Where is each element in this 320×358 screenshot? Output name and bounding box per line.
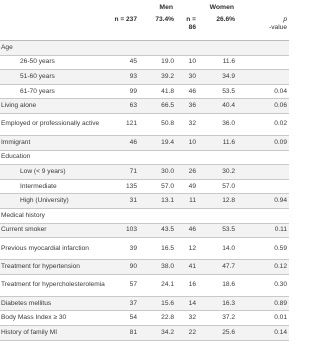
cell-p1: 19.0 xyxy=(161,58,175,66)
cell-n1: 46 xyxy=(129,138,137,146)
cell-p: 0.12 xyxy=(274,262,288,270)
cell-p xyxy=(237,165,289,180)
row-label: Treatment for hypercholesterolemia xyxy=(1,281,105,289)
cell-p: 0.02 xyxy=(274,120,288,128)
cell-p1: 41.8 xyxy=(161,87,175,95)
cell-p2: 40.4 xyxy=(222,102,236,110)
cell-p2: 36.0 xyxy=(222,120,236,128)
cell-n1: 90 xyxy=(129,262,137,270)
cell-n2: 49 xyxy=(188,182,197,190)
row-label: Immigrant xyxy=(1,138,31,146)
cell-n1: 39 xyxy=(129,244,137,252)
cell-n1 xyxy=(112,150,139,165)
row-label: Education xyxy=(1,153,31,161)
cell-n2: 41 xyxy=(188,262,197,270)
cell-n2: 14 xyxy=(188,299,197,307)
cell-n2: 46 xyxy=(188,87,197,95)
cell-p1 xyxy=(139,41,176,56)
cell-p xyxy=(237,55,289,70)
cell-p2: 47.7 xyxy=(222,262,236,270)
table-row xyxy=(0,274,289,296)
table-row xyxy=(0,208,289,223)
cell-p: 0.59 xyxy=(274,244,288,252)
table-row xyxy=(0,99,289,114)
cell-n2: 10 xyxy=(188,58,197,66)
cell-n2: 32 xyxy=(188,120,197,128)
cell-p2: 11.6 xyxy=(222,138,236,146)
cell-n1: 45 xyxy=(129,58,137,66)
row-label: Current smoker xyxy=(1,226,47,234)
p-label: p xyxy=(283,16,288,23)
cell-p: 0.94 xyxy=(274,197,288,205)
cell-p2: 53.5 xyxy=(222,226,236,234)
cell-n2: 46 xyxy=(188,226,197,234)
cell-p xyxy=(237,208,289,223)
cell-p xyxy=(237,41,289,56)
cell-n2: 36 xyxy=(188,102,197,110)
men-n-header: n = 237 xyxy=(112,16,139,41)
cell-p1: 24.1 xyxy=(161,281,175,289)
cell-p2: 37.2 xyxy=(222,314,236,322)
group-header-row xyxy=(0,0,289,16)
women-pct-header: 26.6% xyxy=(198,16,237,41)
cell-n2: 30 xyxy=(188,72,197,80)
p-value-header xyxy=(237,16,289,41)
cell-p1: 50.8 xyxy=(161,120,175,128)
cell-p1: 15.6 xyxy=(161,299,175,307)
cell-p2: 18.6 xyxy=(222,281,236,289)
men-group-label: Men xyxy=(159,4,174,11)
table-row xyxy=(0,238,289,260)
row-label: 26-50 years xyxy=(20,58,55,66)
cell-n1: 37 xyxy=(129,299,137,307)
cell-n1: 99 xyxy=(129,87,137,95)
cell-n1: 31 xyxy=(129,197,137,205)
table-row xyxy=(0,135,289,150)
table-row xyxy=(0,84,289,99)
cell-n2 xyxy=(176,150,198,165)
row-label: 51-60 years xyxy=(20,72,55,80)
cell-p1: 34.2 xyxy=(161,328,175,336)
row-label: Body Mass Index ≥ 30 xyxy=(1,314,67,322)
cell-p2 xyxy=(198,41,237,56)
table-row xyxy=(0,325,289,340)
cell-p: 0.11 xyxy=(274,226,288,234)
women-group-label: Women xyxy=(209,4,235,11)
cell-n1: 81 xyxy=(129,328,137,336)
cell-p2: 11.6 xyxy=(222,58,236,66)
row-label: Low (< 9 years) xyxy=(20,167,66,175)
cell-n1: 57 xyxy=(129,281,137,289)
cell-p xyxy=(237,150,289,165)
cell-p1: 43.5 xyxy=(161,226,175,234)
table-row xyxy=(0,260,289,275)
cell-p1 xyxy=(139,150,176,165)
table-row xyxy=(0,311,289,326)
cell-p2: 30.2 xyxy=(222,167,236,175)
table-row xyxy=(0,41,289,56)
cell-n2: 12 xyxy=(188,244,197,252)
cell-p1: 66.5 xyxy=(161,102,175,110)
table-row xyxy=(0,296,289,311)
cell-n1 xyxy=(112,208,139,223)
cell-n2: 26 xyxy=(188,167,197,175)
cell-p: 0.04 xyxy=(274,87,288,95)
table-body xyxy=(0,41,289,341)
cell-p2: 14.0 xyxy=(222,244,236,252)
cell-p2: 34.9 xyxy=(222,72,236,80)
cell-n2: 10 xyxy=(188,138,197,146)
cell-p: 0.01 xyxy=(274,314,288,322)
cell-n2: 32 xyxy=(188,314,197,322)
cell-p1: 16.5 xyxy=(161,244,175,252)
cell-n1: 54 xyxy=(129,314,137,322)
cell-p1: 13.1 xyxy=(161,197,175,205)
table-row xyxy=(0,223,289,238)
row-label: Intermediate xyxy=(20,182,57,190)
table-row xyxy=(0,113,289,135)
cell-n2 xyxy=(176,41,198,56)
cell-p1: 38.0 xyxy=(161,262,175,270)
cell-n1 xyxy=(112,41,139,56)
row-label: Treatment for hypertension xyxy=(1,262,80,270)
cell-n1: 93 xyxy=(129,72,137,80)
cell-p: 0.30 xyxy=(274,281,288,289)
cell-p1 xyxy=(139,208,176,223)
cell-p1: 57.0 xyxy=(161,182,175,190)
row-label: Previous myocardial infarction xyxy=(1,244,89,252)
row-label: History of family MI xyxy=(1,328,58,336)
row-label: Employed or professionally active xyxy=(1,120,100,128)
cell-p1: 39.2 xyxy=(161,72,175,80)
cell-n2: 16 xyxy=(188,281,197,289)
row-label: Medical history xyxy=(1,211,45,219)
cell-n1: 71 xyxy=(129,167,137,175)
table-row xyxy=(0,194,289,209)
table-row xyxy=(0,70,289,85)
cell-n1: 121 xyxy=(125,120,137,128)
cell-n1: 135 xyxy=(125,182,137,190)
cell-n2: 11 xyxy=(189,197,197,205)
cell-p2: 12.8 xyxy=(222,197,236,205)
cell-p: 0.06 xyxy=(274,102,288,110)
cell-p: 0.89 xyxy=(274,299,288,307)
column-header-row xyxy=(0,16,289,41)
cell-p1: 22.8 xyxy=(161,314,175,322)
cell-p xyxy=(237,179,289,194)
cell-p2: 53.5 xyxy=(222,87,236,95)
cell-n2: 22 xyxy=(188,328,197,336)
table-row xyxy=(0,150,289,165)
cell-p2 xyxy=(198,208,237,223)
cell-p2: 25.6 xyxy=(222,328,236,336)
row-label: High (University) xyxy=(20,197,69,205)
p-sub-label: -value xyxy=(269,24,288,31)
cell-p2: 57.0 xyxy=(222,182,236,190)
cell-p1: 19.4 xyxy=(161,138,175,146)
women-n-header: n = 86 xyxy=(176,16,198,41)
cell-n2 xyxy=(176,208,198,223)
row-label: Living alone xyxy=(1,102,37,110)
row-label: Diabetes mellitus xyxy=(1,299,52,307)
cell-n1: 63 xyxy=(129,102,137,110)
cell-p xyxy=(237,70,289,85)
cell-p: 0.14 xyxy=(274,328,288,336)
cell-p: 0.09 xyxy=(274,138,288,146)
table-row xyxy=(0,179,289,194)
men-pct-header: 73.4% xyxy=(139,16,176,41)
cell-p1: 30.0 xyxy=(161,167,175,175)
row-label: Age xyxy=(1,43,13,51)
table-row xyxy=(0,55,289,70)
row-label: 61-70 years xyxy=(20,87,55,95)
cell-n1: 103 xyxy=(125,226,137,234)
cell-p2 xyxy=(198,150,237,165)
cell-p2: 16.3 xyxy=(222,299,236,307)
table-row xyxy=(0,165,289,180)
